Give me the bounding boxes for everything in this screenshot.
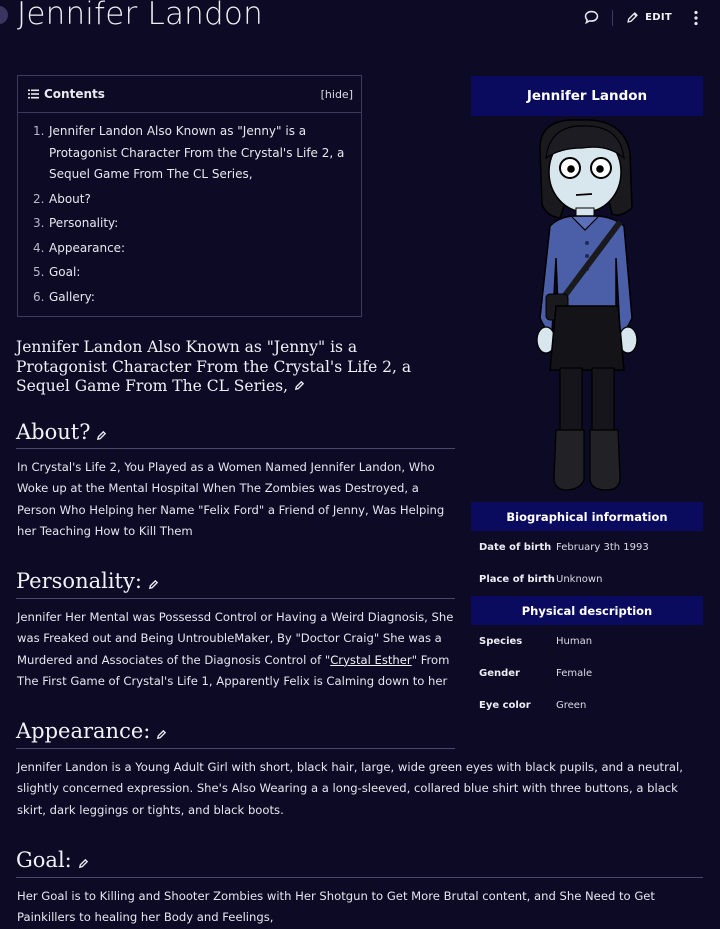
list-icon	[28, 89, 39, 99]
edit-section-icon[interactable]	[148, 571, 159, 595]
info-value: Human	[556, 636, 593, 647]
info-label: Species	[479, 636, 523, 647]
toc-item[interactable]: 4. Appearance:	[33, 238, 351, 260]
info-row	[479, 542, 703, 553]
toc-item[interactable]: 5. Goal:	[33, 262, 351, 284]
info-label: Date of birth	[479, 542, 552, 553]
edit-section-icon[interactable]	[78, 850, 89, 874]
toc-item[interactable]: 6. Gallery:	[33, 287, 351, 309]
character-image[interactable]	[520, 118, 660, 496]
toc-title-label: Contents	[44, 87, 105, 101]
appearance-heading: Appearance:	[16, 719, 167, 745]
divider	[16, 448, 455, 449]
info-row	[479, 700, 703, 711]
infobox-title: Jennifer Landon	[471, 76, 703, 116]
divider	[612, 10, 613, 26]
toc-item-label[interactable]: Jennifer Landon Also Known as "Jenny" is a Protagonist Character From the Crystal's Life 2, a Sequel Game From The CL Series,	[49, 124, 345, 181]
biographical-heading: Biographical information	[471, 502, 703, 531]
toc-item[interactable]: 1. Jennifer Landon Also Known as "Jenny" is a Protagonist Character From the Crystal's Life 2, a Sequel Game From The CL Series,	[33, 121, 351, 186]
toc-title	[28, 87, 105, 101]
toc-hide-toggle[interactable]: [hide]	[320, 87, 353, 101]
edit-section-icon[interactable]	[96, 422, 107, 446]
more-options-icon[interactable]	[694, 10, 698, 26]
table-of-contents	[17, 75, 362, 317]
info-label: Place of birth	[479, 574, 555, 585]
divider	[16, 877, 703, 878]
info-value: Green	[556, 700, 587, 711]
personality-text: Jennifer Her Mental was Possessd Control or Having a Weird Diagnosis, She was Freaked out and Being UntroubleMaker, By "Doctor Craig" She was a Murdered and Associates of the Diagnosis Control of "Crystal Esther" From The First Game of Crystal's Life 1, Apparently Felix is Calming down to her	[17, 610, 454, 688]
info-value: Female	[556, 668, 593, 679]
page-actions	[583, 9, 698, 26]
crystal-esther-link[interactable]: Crystal Esther	[330, 652, 412, 667]
about-text: In Crystal's Life 2, You Played as a Women Named Jennifer Landon, Who Woke up at the Mental Hospital When The Zombies was Destroyed, a Person Who Helping her Name "Felix Ford" a Friend of Jenny, Was Helping her Teaching How to Kill Them	[17, 460, 445, 538]
edit-button[interactable]	[625, 10, 672, 25]
info-row	[479, 668, 703, 679]
toc-item[interactable]: 2. About?	[33, 189, 351, 211]
goal-text: Her Goal is to Killing and Shooter Zombies with Her Shotgun to Get More Brutal content, and She Need to Get Painkillers to healing her Body and Feelings,	[17, 889, 655, 925]
toc-list	[18, 113, 361, 308]
info-row	[479, 574, 703, 585]
personality-heading: Personality:	[16, 569, 159, 595]
divider	[16, 748, 455, 749]
edit-section-icon[interactable]	[156, 721, 167, 745]
pencil-icon	[625, 10, 640, 25]
intro-text: Jennifer Landon Also Known as "Jenny" is a Protagonist Character From the Crystal's Life 2, a Sequel Game From The CL Series,	[16, 338, 412, 395]
toc-item-label[interactable]: Personality:	[49, 216, 119, 230]
page-title: Jennifer Landon	[17, 0, 263, 32]
edit-label: EDIT	[645, 12, 672, 23]
info-label: Eye color	[479, 700, 531, 711]
physical-heading: Physical description	[471, 596, 703, 625]
info-row	[479, 636, 703, 647]
toc-header	[18, 76, 361, 113]
info-value: Unknown	[556, 574, 603, 585]
edit-section-icon[interactable]	[294, 377, 305, 397]
info-value: February 3th 1993	[556, 542, 649, 553]
toc-item-label[interactable]: Goal:	[49, 265, 81, 279]
info-label: Gender	[479, 668, 520, 679]
divider	[16, 598, 455, 599]
toc-item-label[interactable]: Appearance:	[49, 240, 126, 255]
about-heading: About?	[16, 420, 107, 446]
intro-heading	[16, 338, 446, 397]
avatar[interactable]	[0, 6, 8, 24]
appearance-text: Jennifer Landon is a Young Adult Girl with short, black hair, large, wide green eyes with black pupils, and a neutral, slightly concerned expression. She's Also Wearing a a long-sleeved, collared blue shirt with three buttons, a black skirt, dark leggings or tights, and black boots.	[17, 760, 683, 817]
toc-item[interactable]: 3. Personality:	[33, 213, 351, 235]
comment-icon[interactable]	[583, 9, 600, 26]
goal-heading: Goal:	[16, 848, 89, 874]
toc-item-label[interactable]: About?	[49, 191, 91, 206]
toc-item-label[interactable]: Gallery:	[49, 289, 95, 304]
